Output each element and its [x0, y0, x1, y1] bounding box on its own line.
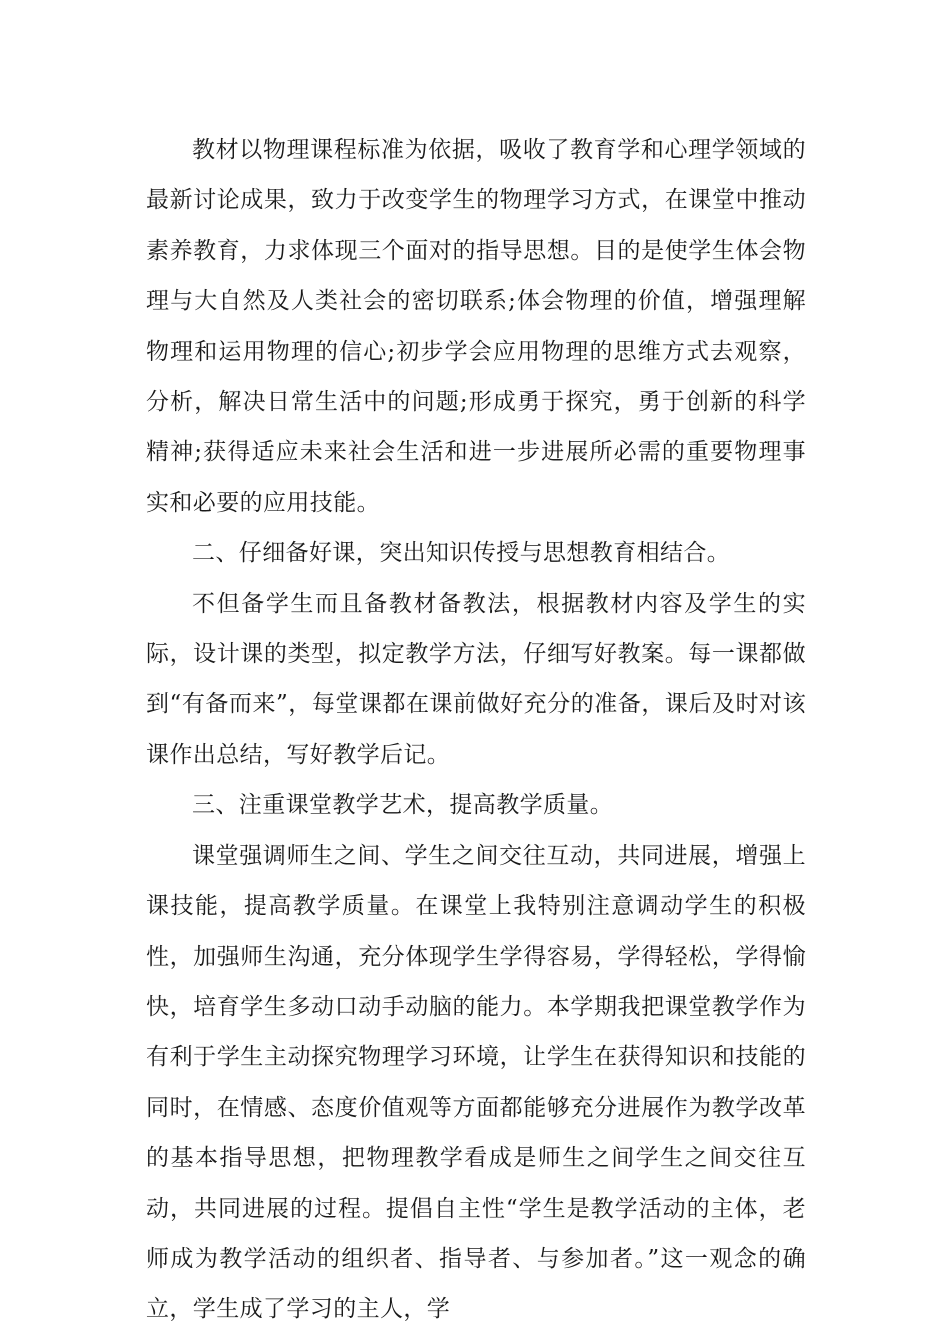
paragraph-textbook-basis: 教材以物理课程标准为依据，吸收了教育学和心理学领域的最新讨论成果，致力于改变学生的物理学习方式，在课堂中推动素养教育，力求体现三个面对的指导思想。目的是使学生体会物理与大自然及人类社会的密切联系;体会物理的价值，增强理解物理和运用物理的信心;初步学会应用物理的思维方式去观察，分析，解决日常生活中的问题;形成勇于探究，勇于创新的科学精神;获得适应未来社会生活和进一步进展所必需的重要物理事实和必要的应用技能。 [146, 137, 806, 516]
paragraph-lesson-prep: 不但备学生而且备教材备教法，根据教材内容及学生的实际，设计课的类型，拟定教学方法，仔细写好教案。每一课都做到“有备而来”，每堂课都在课前做好充分的准备，课后及时对该课作出总结，写好教学后记。 [146, 590, 806, 768]
heading-section-three: 三、注重课堂教学艺术，提高教学质量。 [192, 792, 614, 819]
heading-section-two: 二、仔细备好课，突出知识传授与思想教育相结合。 [192, 540, 731, 567]
document-body [146, 125, 806, 1335]
paragraph-classroom-teaching: 课堂强调师生之间、学生之间交往互动，共同进展，增强上课技能，提高教学质量。在课堂上我特别注意调动学生的积极性，加强师生沟通，充分体现学生学得容易，学得轻松，学得愉快，培育学生多动口动手动脑的能力。本学期我把课堂教学作为有利于学生主动探究物理学习环境，让学生在获得知识和技能的同时，在情感、态度价值观等方面都能够充分进展作为教学改革的基本指导思想，把物理教学看成是师生之间学生之间交往互动，共同进展的过程。提倡自主性“学生是教学活动的主体，老师成为教学活动的组织者、指导者、与参加者。”这一观念的确立，学生成了学习的主人，学 [146, 842, 806, 1323]
